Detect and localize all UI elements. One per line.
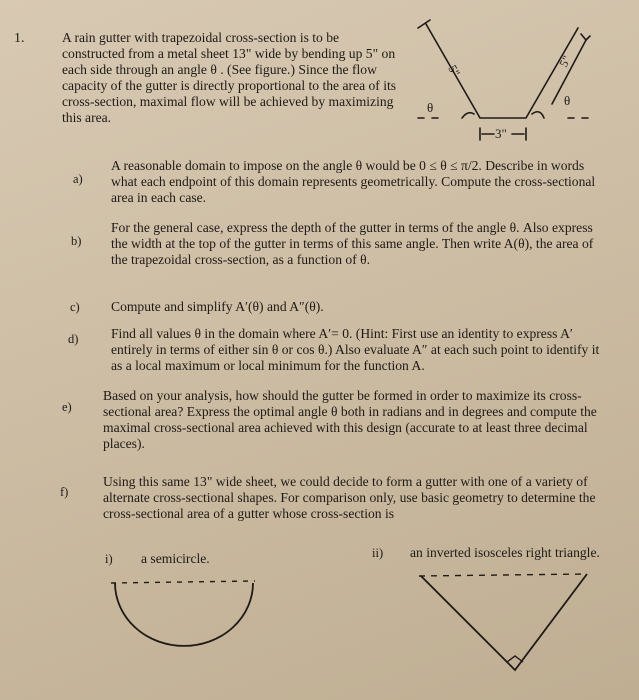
part-f-label: f): [60, 485, 69, 499]
subpart-ii-text: an inverted isosceles right triangle.: [410, 545, 600, 560]
problem-intro: A rain gutter with trapezoidal cross-section is to be constructed from a metal sheet 13" wide by bending up 5" on each side through an angle θ . (See figure.) Since the flow capacity of the gutter is directly proportional to the area of its cross-section, maximal flow will be achieved by maximizing this area.: [62, 30, 397, 125]
part-b-text: For the general case, express the depth of the gutter in terms of the angle θ. Also express the width at the top of the gutter in terms of this same angle. Then write A(θ), the area of the trapezoidal cross-section, as a function of θ.: [111, 220, 594, 267]
part-a-text: A reasonable domain to impose on the angle θ would be 0 ≤ θ ≤ π/2. Describe in words what each endpoint of this domain represents geometrically. Compute the cross-sectional area in each case.: [111, 158, 596, 205]
part-b-label: b): [71, 234, 82, 248]
part-f-text: Using this same 13" wide sheet, we could decide to form a gutter with one of a variety of alternate cross-sectional shapes. For comparison only, use basic geometry to determine the cross-sectional area of a gutter whose cross-section is: [103, 474, 596, 521]
semicircle-figure: [105, 575, 265, 655]
triangle-figure: [415, 570, 595, 680]
base-length-label: 3": [495, 126, 507, 141]
side-length-label: 5": [445, 62, 463, 79]
part-c-text: Compute and simplify A′(θ) and A″(θ).: [111, 299, 324, 314]
subpart-ii-label: ii): [372, 546, 384, 560]
part-d-text: Find all values θ in the domain where A′= 0. (Hint: First use an identity to express A′ entirely in terms of either sin θ or cos θ.) Also evaluate A″ at each such point to identify it as a local maximum or local minimum for the function A.: [111, 326, 600, 373]
angle-label-right: θ: [564, 93, 571, 108]
part-e-text: Based on your analysis, how should the gutter be formed in order to maximize its cross-sectional area? Express the optimal angle θ both in radians and in degrees and compute the maximal cross-sectional area achieved with this design (accurate to at least three decimal places).: [103, 388, 597, 451]
problem-number: 1.: [14, 31, 25, 46]
subpart-i-label: i): [105, 552, 113, 566]
part-c-label: c): [70, 300, 80, 314]
side-length-label-right: 5": [556, 53, 574, 70]
gutter-figure: [400, 14, 625, 154]
angle-label-left: θ: [427, 100, 434, 115]
subpart-i-text: a semicircle.: [141, 551, 210, 566]
part-a-label: a): [73, 172, 83, 186]
part-d-label: d): [68, 332, 79, 346]
part-e-label: e): [62, 400, 72, 414]
